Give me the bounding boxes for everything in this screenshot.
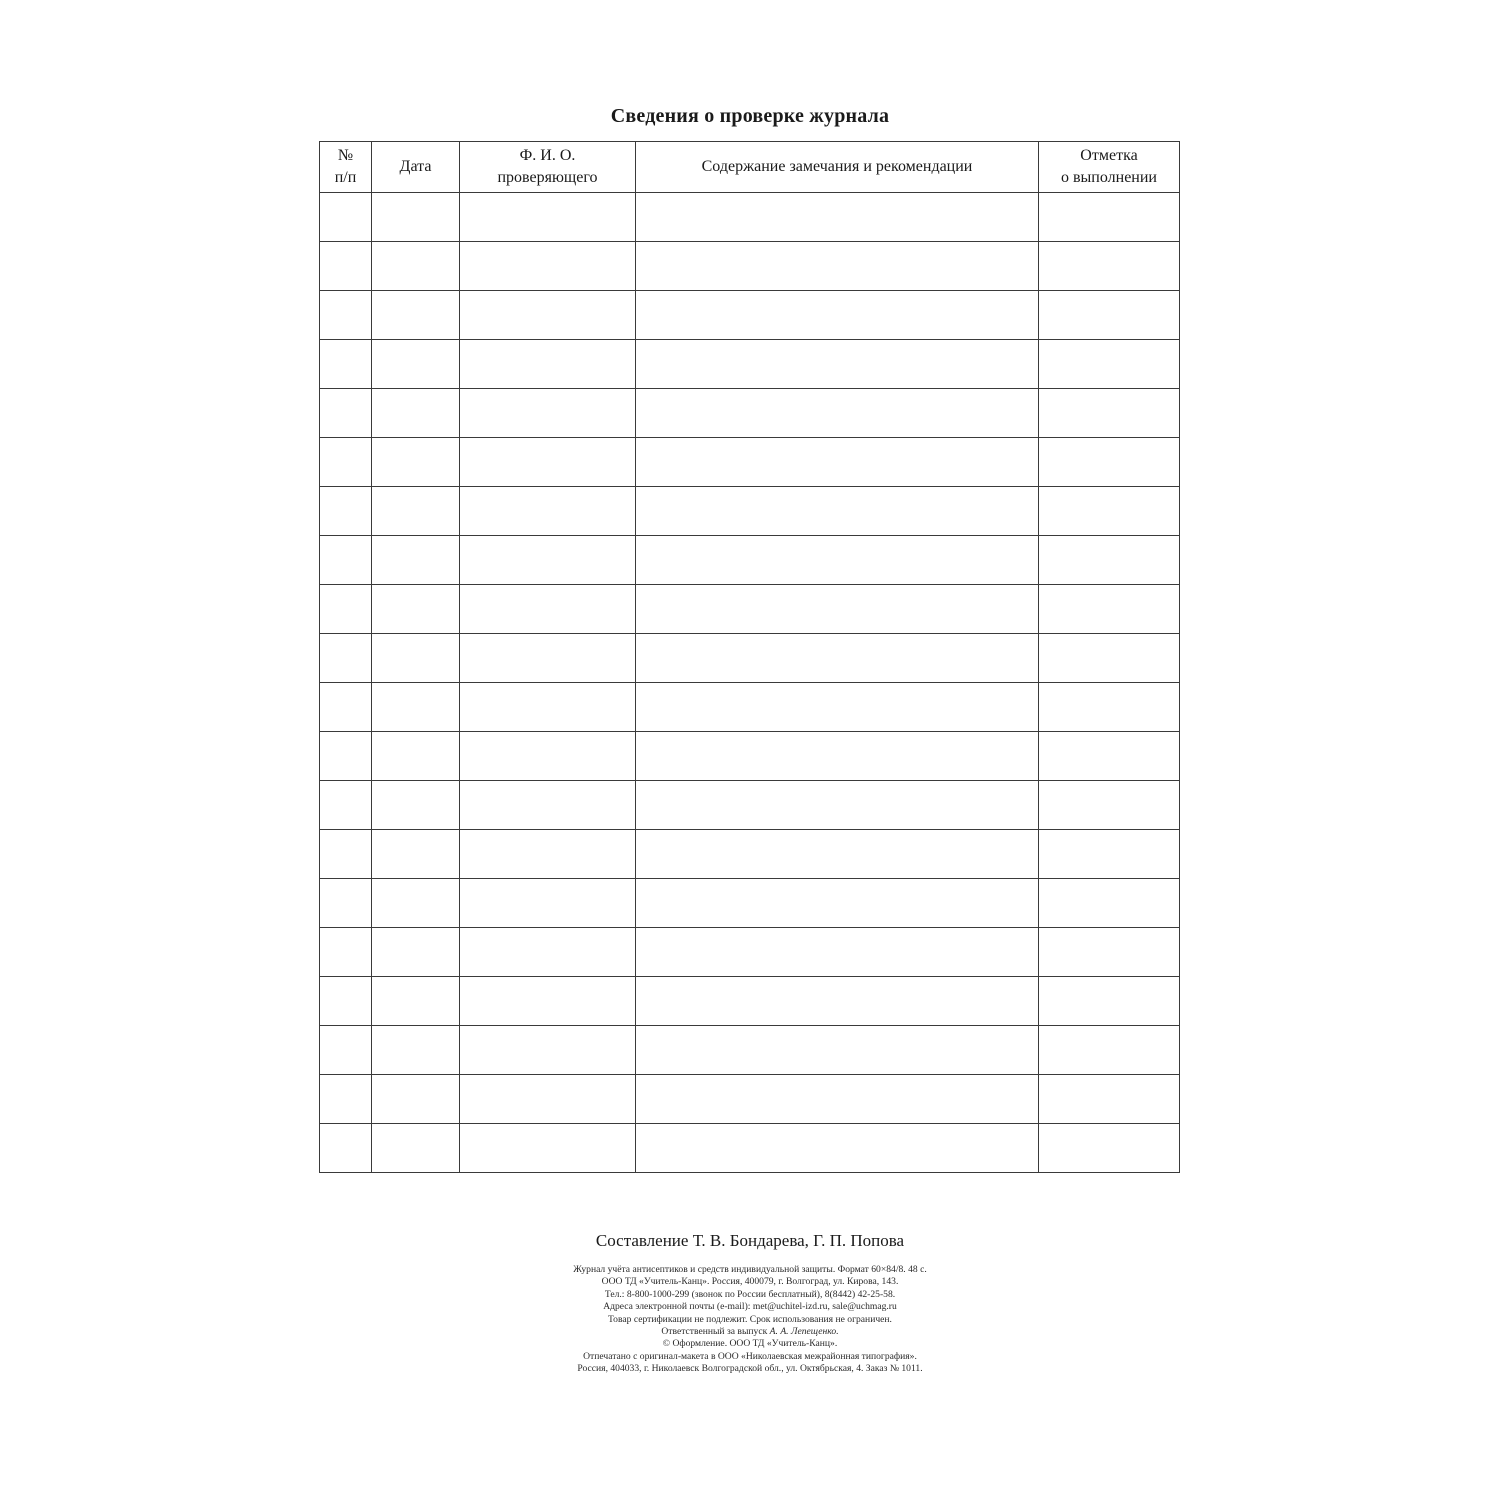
cell-completion-mark[interactable]: [1039, 389, 1180, 438]
cell-inspector-name[interactable]: [460, 781, 636, 830]
cell-date[interactable]: [372, 1075, 460, 1124]
cell-completion-mark[interactable]: [1039, 1026, 1180, 1075]
cell-completion-mark[interactable]: [1039, 781, 1180, 830]
header-mark-line1: Отметка: [1080, 147, 1138, 164]
cell-completion-mark[interactable]: [1039, 291, 1180, 340]
cell-remarks[interactable]: [636, 781, 1039, 830]
cell-date[interactable]: [372, 1124, 460, 1173]
cell-inspector-name[interactable]: [460, 683, 636, 732]
table-row: [320, 1124, 1180, 1173]
responsible-name: А. А. Лепещенко.: [769, 1326, 839, 1338]
cell-completion-mark[interactable]: [1039, 536, 1180, 585]
cell-date[interactable]: [372, 389, 460, 438]
table-row: [320, 879, 1180, 928]
header-mark-line2: о выполнении: [1061, 169, 1157, 186]
cell-remarks[interactable]: [636, 879, 1039, 928]
cell-completion-mark[interactable]: [1039, 830, 1180, 879]
table-row: [320, 536, 1180, 585]
cell-remarks[interactable]: [636, 928, 1039, 977]
cell-number[interactable]: [320, 193, 372, 242]
cell-remarks[interactable]: [636, 732, 1039, 781]
cell-completion-mark[interactable]: [1039, 193, 1180, 242]
header-remarks-label: Содержание замечания и рекомендации: [701, 158, 973, 175]
imprint-line: ООО ТД «Учитель-Канц». Россия, 400079, г. Волгоград, ул. Кирова, 143.: [601, 1276, 899, 1288]
table-row: [320, 585, 1180, 634]
cell-completion-mark[interactable]: [1039, 928, 1180, 977]
cell-completion-mark[interactable]: [1039, 634, 1180, 683]
header-number-line1: №: [337, 147, 354, 164]
table-row: [320, 340, 1180, 389]
cell-number[interactable]: [320, 781, 372, 830]
table-row: [320, 1026, 1180, 1075]
header-completion-mark: [1039, 142, 1180, 193]
cell-remarks[interactable]: [636, 634, 1039, 683]
cell-number[interactable]: [320, 585, 372, 634]
table-row: [320, 487, 1180, 536]
cell-number[interactable]: [320, 683, 372, 732]
cell-remarks[interactable]: [636, 487, 1039, 536]
cell-remarks[interactable]: [636, 1124, 1039, 1173]
table-row: [320, 389, 1180, 438]
table-row: [320, 928, 1180, 977]
table-row: [320, 634, 1180, 683]
imprint-line: Россия, 404033, г. Николаевск Волгоградской обл., ул. Октябрьская, 4. Заказ № 1011.: [577, 1363, 923, 1375]
cell-date[interactable]: [372, 340, 460, 389]
cell-inspector-name[interactable]: [460, 585, 636, 634]
cell-number[interactable]: [320, 487, 372, 536]
header-inspector-line2: проверяющего: [497, 169, 598, 186]
cell-number[interactable]: [320, 291, 372, 340]
cell-remarks[interactable]: [636, 1075, 1039, 1124]
table-row: [320, 732, 1180, 781]
cell-date[interactable]: [372, 879, 460, 928]
cell-date[interactable]: [372, 732, 460, 781]
cell-number[interactable]: [320, 340, 372, 389]
cell-completion-mark[interactable]: [1039, 1075, 1180, 1124]
cell-number[interactable]: [320, 634, 372, 683]
cell-date[interactable]: [372, 830, 460, 879]
cell-remarks[interactable]: [636, 585, 1039, 634]
header-number: [320, 142, 372, 193]
cell-number[interactable]: [320, 928, 372, 977]
cell-inspector-name[interactable]: [460, 928, 636, 977]
cell-remarks[interactable]: [636, 1026, 1039, 1075]
table-row: [320, 1075, 1180, 1124]
cell-inspector-name[interactable]: [460, 340, 636, 389]
cell-date[interactable]: [372, 1026, 460, 1075]
cell-number[interactable]: [320, 242, 372, 291]
table-row: [320, 781, 1180, 830]
cell-date[interactable]: [372, 585, 460, 634]
cell-inspector-name[interactable]: [460, 242, 636, 291]
imprint-line: Отпечатано с оригинал-макета в ООО «Николаевская межрайонная типография».: [583, 1350, 917, 1362]
imprint-line-responsible: [0, 1326, 1500, 1338]
cell-remarks[interactable]: [636, 389, 1039, 438]
cell-completion-mark[interactable]: [1039, 585, 1180, 634]
cell-completion-mark[interactable]: [1039, 977, 1180, 1026]
header-inspector-line1: Ф. И. О.: [519, 147, 576, 164]
cell-remarks[interactable]: [636, 193, 1039, 242]
cell-remarks[interactable]: [636, 242, 1039, 291]
cell-date[interactable]: [372, 781, 460, 830]
cell-completion-mark[interactable]: [1039, 242, 1180, 291]
cell-completion-mark[interactable]: [1039, 683, 1180, 732]
inspection-table: [319, 141, 1180, 1173]
cell-date[interactable]: [372, 193, 460, 242]
cell-date[interactable]: [372, 438, 460, 487]
cell-inspector-name[interactable]: [460, 487, 636, 536]
cell-inspector-name[interactable]: [460, 634, 636, 683]
cell-number[interactable]: [320, 977, 372, 1026]
cell-number[interactable]: [320, 1124, 372, 1173]
cell-remarks[interactable]: [636, 977, 1039, 1026]
cell-number[interactable]: [320, 879, 372, 928]
cell-inspector-name[interactable]: [460, 830, 636, 879]
cell-date[interactable]: [372, 487, 460, 536]
cell-inspector-name[interactable]: [460, 1124, 636, 1173]
cell-number[interactable]: [320, 438, 372, 487]
imprint-block: [0, 1264, 1500, 1376]
header-remarks: [636, 142, 1039, 193]
table-row: [320, 193, 1180, 242]
cell-date[interactable]: [372, 291, 460, 340]
cell-inspector-name[interactable]: [460, 732, 636, 781]
cell-completion-mark[interactable]: [1039, 340, 1180, 389]
header-date-label: Дата: [399, 158, 432, 175]
header-number-line2: п/п: [334, 169, 357, 186]
cell-date[interactable]: [372, 634, 460, 683]
imprint-line: © Оформление. ООО ТД «Учитель-Канц».: [662, 1338, 838, 1350]
cell-number[interactable]: [320, 389, 372, 438]
cell-completion-mark[interactable]: [1039, 438, 1180, 487]
cell-number[interactable]: [320, 1075, 372, 1124]
cell-date[interactable]: [372, 683, 460, 732]
imprint-line: Товар сертификации не подлежит. Срок использования не ограничен.: [608, 1313, 892, 1325]
cell-inspector-name[interactable]: [460, 438, 636, 487]
imprint-line: Тел.: 8-800-1000-299 (звонок по России бесплатный), 8(8442) 42-25-58.: [604, 1288, 896, 1300]
cell-date[interactable]: [372, 977, 460, 1026]
cell-date[interactable]: [372, 536, 460, 585]
responsible-label: Ответственный за выпуск: [661, 1326, 768, 1338]
cell-remarks[interactable]: [636, 683, 1039, 732]
cell-completion-mark[interactable]: [1039, 487, 1180, 536]
cell-remarks[interactable]: [636, 830, 1039, 879]
imprint-line: Журнал учёта антисептиков и средств индивидуальной защиты. Формат 60×84/8. 48 с.: [573, 1264, 927, 1275]
cell-inspector-name[interactable]: [460, 291, 636, 340]
table-row: [320, 242, 1180, 291]
cell-remarks[interactable]: [636, 438, 1039, 487]
cell-number[interactable]: [320, 830, 372, 879]
header-inspector-name: [460, 142, 636, 193]
cell-number[interactable]: [320, 536, 372, 585]
cell-completion-mark[interactable]: [1039, 879, 1180, 928]
cell-date[interactable]: [372, 928, 460, 977]
table-header-row: [320, 142, 1180, 193]
cell-remarks[interactable]: [636, 340, 1039, 389]
header-date: [372, 142, 460, 193]
cell-remarks[interactable]: [636, 291, 1039, 340]
table-body: [320, 193, 1180, 1173]
composition-credit: Составление Т. В. Бондарева, Г. П. Попова: [595, 1231, 905, 1250]
imprint-line: Адреса электронной почты (e-mail): met@uchitel-izd.ru, sale@uchmag.ru: [603, 1301, 897, 1313]
cell-number[interactable]: [320, 732, 372, 781]
cell-inspector-name[interactable]: [460, 1026, 636, 1075]
cell-inspector-name[interactable]: [460, 193, 636, 242]
table-row: [320, 438, 1180, 487]
table-row: [320, 291, 1180, 340]
cell-completion-mark[interactable]: [1039, 1124, 1180, 1173]
cell-inspector-name[interactable]: [460, 879, 636, 928]
cell-inspector-name[interactable]: [460, 389, 636, 438]
page-title: Сведения о проверке журнала: [610, 105, 890, 127]
cell-number[interactable]: [320, 1026, 372, 1075]
cell-completion-mark[interactable]: [1039, 732, 1180, 781]
cell-inspector-name[interactable]: [460, 977, 636, 1026]
table-row: [320, 830, 1180, 879]
cell-inspector-name[interactable]: [460, 536, 636, 585]
table-row: [320, 683, 1180, 732]
cell-inspector-name[interactable]: [460, 1075, 636, 1124]
cell-remarks[interactable]: [636, 536, 1039, 585]
cell-date[interactable]: [372, 242, 460, 291]
table-row: [320, 977, 1180, 1026]
